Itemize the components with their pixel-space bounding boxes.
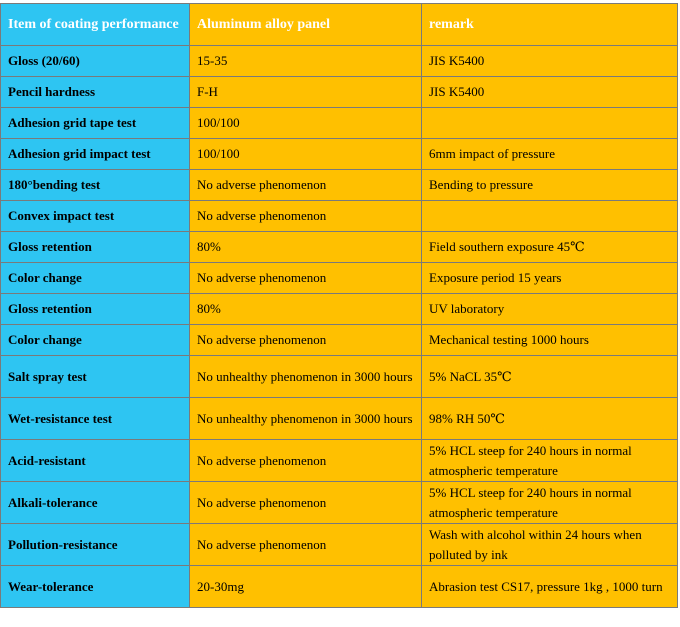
panel-cell: No adverse phenomenon <box>190 325 422 356</box>
table-row <box>1 77 678 108</box>
table-row <box>1 232 678 263</box>
table-header-row <box>1 4 678 46</box>
table-row <box>1 139 678 170</box>
remark-cell: Bending to pressure <box>422 170 678 201</box>
panel-cell: 100/100 <box>190 108 422 139</box>
item-cell: Wear-tolerance <box>1 566 190 608</box>
remark-cell: UV laboratory <box>422 294 678 325</box>
table-row <box>1 325 678 356</box>
item-cell: Pollution-resistance <box>1 524 190 566</box>
panel-cell: No unhealthy phenomenon in 3000 hours <box>190 356 422 398</box>
remark-cell: 6mm impact of pressure <box>422 139 678 170</box>
remark-cell <box>422 201 678 232</box>
table-row <box>1 356 678 398</box>
panel-cell: No adverse phenomenon <box>190 440 422 482</box>
panel-cell: 80% <box>190 232 422 263</box>
item-cell: Gloss (20/60) <box>1 46 190 77</box>
table-row <box>1 566 678 608</box>
table-row <box>1 294 678 325</box>
remark-cell: Field southern exposure 45℃ <box>422 232 678 263</box>
remark-cell: Wash with alcohol within 24 hours when polluted by ink <box>422 524 678 566</box>
panel-cell: 80% <box>190 294 422 325</box>
item-cell: Acid-resistant <box>1 440 190 482</box>
panel-cell: No adverse phenomenon <box>190 482 422 524</box>
panel-cell: No adverse phenomenon <box>190 170 422 201</box>
panel-cell: No adverse phenomenon <box>190 524 422 566</box>
remark-cell: 5% HCL steep for 240 hours in normal atmospheric temperature <box>422 482 678 524</box>
remark-cell: JIS K5400 <box>422 77 678 108</box>
remark-cell: 5% NaCL 35℃ <box>422 356 678 398</box>
remark-cell <box>422 108 678 139</box>
item-cell: Convex impact test <box>1 201 190 232</box>
remark-cell: 98% RH 50℃ <box>422 398 678 440</box>
remark-cell: Mechanical testing 1000 hours <box>422 325 678 356</box>
item-cell: Alkali-tolerance <box>1 482 190 524</box>
panel-cell: No adverse phenomenon <box>190 263 422 294</box>
panel-cell: F-H <box>190 77 422 108</box>
header-remark: remark <box>422 4 678 46</box>
item-cell: Adhesion grid tape test <box>1 108 190 139</box>
item-cell: Gloss retention <box>1 232 190 263</box>
coating-performance-table <box>0 3 678 608</box>
panel-cell: 20-30mg <box>190 566 422 608</box>
remark-cell: Abrasion test CS17, pressure 1kg , 1000 turn <box>422 566 678 608</box>
item-cell: Adhesion grid impact test <box>1 139 190 170</box>
item-cell: Pencil hardness <box>1 77 190 108</box>
header-item: Item of coating performance <box>1 4 190 46</box>
panel-cell: 15-35 <box>190 46 422 77</box>
item-cell: Salt spray test <box>1 356 190 398</box>
item-cell: 180°bending test <box>1 170 190 201</box>
item-cell: Color change <box>1 263 190 294</box>
item-cell: Wet-resistance test <box>1 398 190 440</box>
remark-cell: JIS K5400 <box>422 46 678 77</box>
table-row <box>1 482 678 524</box>
table-row <box>1 263 678 294</box>
panel-cell: 100/100 <box>190 139 422 170</box>
table-row <box>1 170 678 201</box>
table-row <box>1 46 678 77</box>
remark-cell: Exposure period 15 years <box>422 263 678 294</box>
header-panel: Aluminum alloy panel <box>190 4 422 46</box>
table-row <box>1 440 678 482</box>
table-row <box>1 524 678 566</box>
remark-cell: 5% HCL steep for 240 hours in normal atmospheric temperature <box>422 440 678 482</box>
item-cell: Color change <box>1 325 190 356</box>
item-cell: Gloss retention <box>1 294 190 325</box>
table-row <box>1 398 678 440</box>
table-row <box>1 108 678 139</box>
panel-cell: No adverse phenomenon <box>190 201 422 232</box>
table-body <box>1 4 678 608</box>
panel-cell: No unhealthy phenomenon in 3000 hours <box>190 398 422 440</box>
table-row <box>1 201 678 232</box>
